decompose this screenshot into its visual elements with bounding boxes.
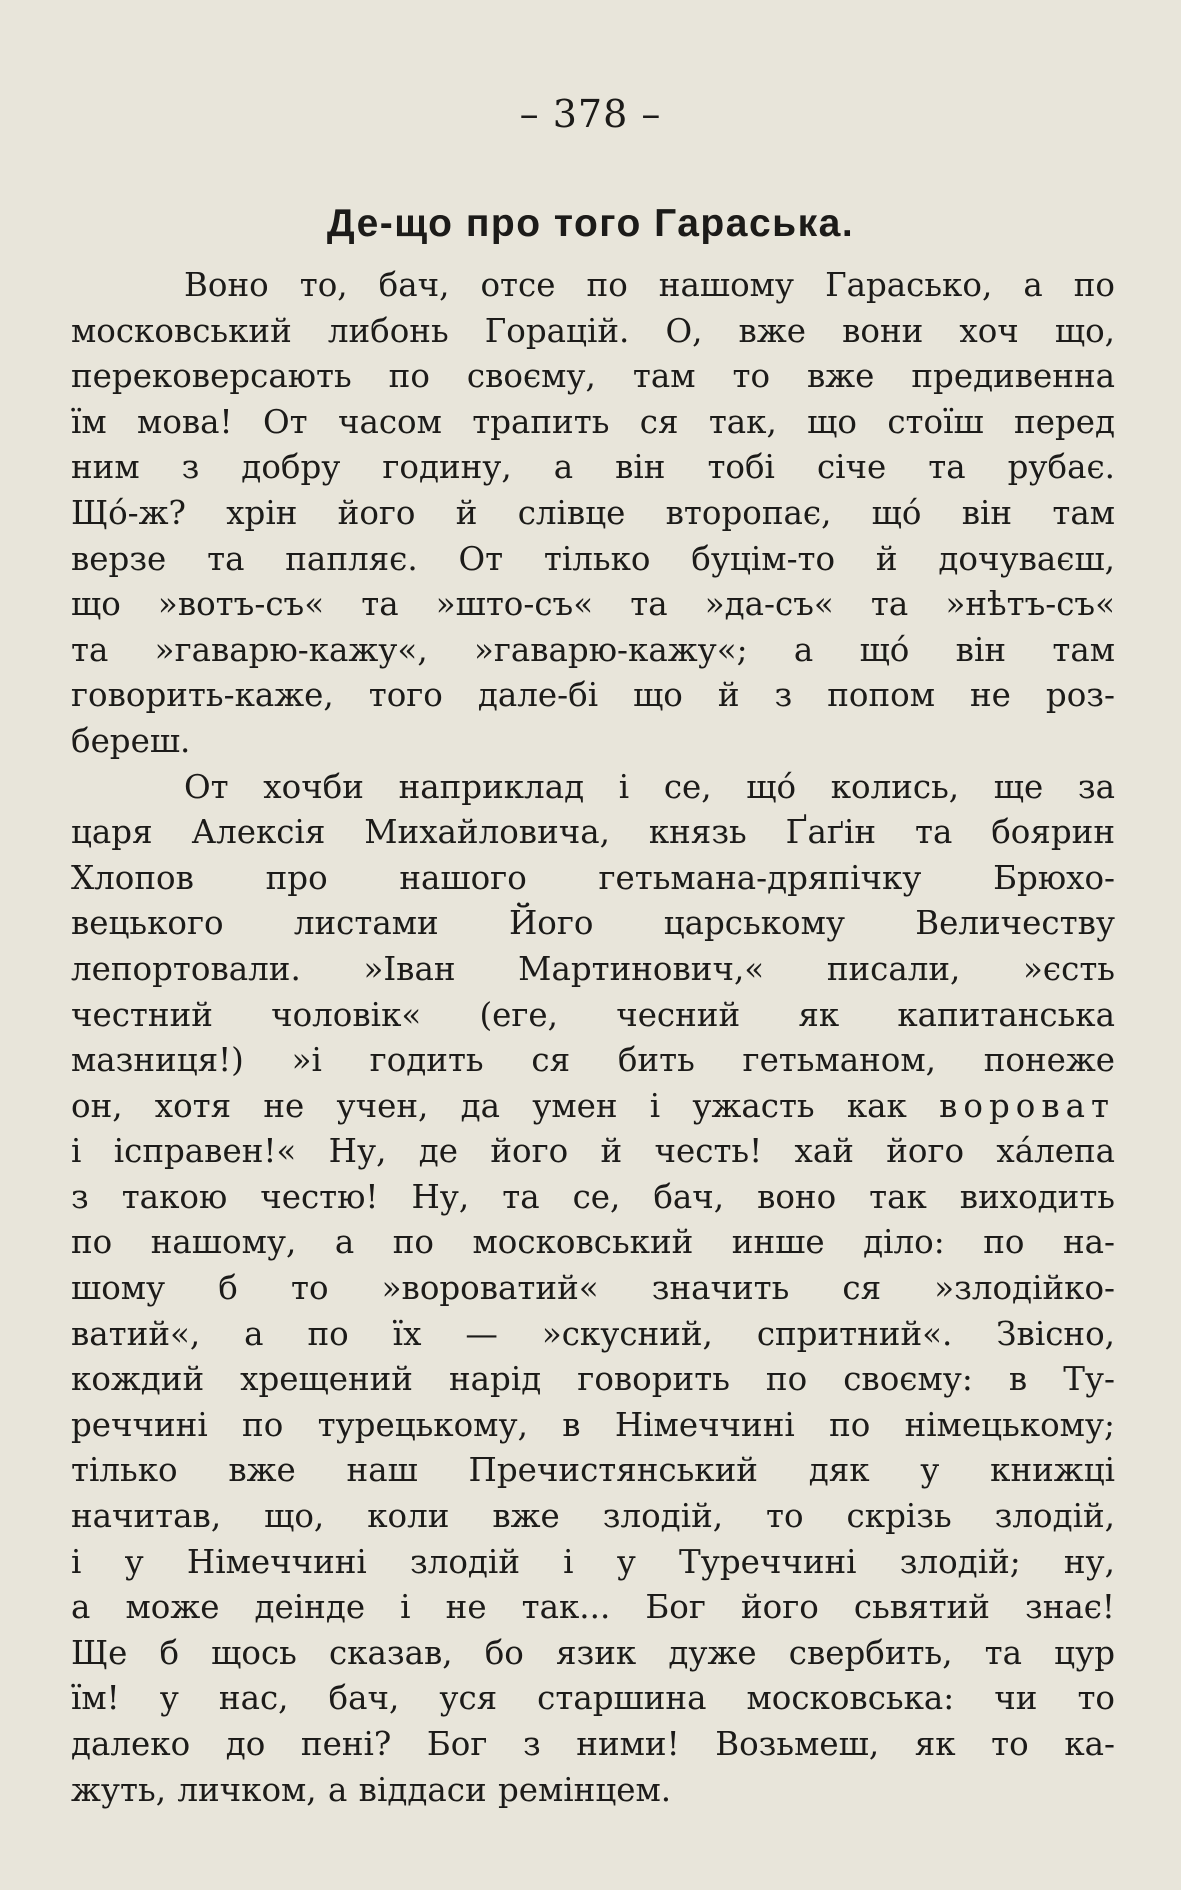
text-line: з такою честю! Ну, та се, бач, воно так виходить: [71, 1177, 1115, 1216]
text-line: шому б то »вороватий« значить ся »злодійко-: [71, 1269, 1115, 1308]
text-line: кождий хрещений нарід говорить по своєму: в Ту-: [71, 1360, 1115, 1399]
text-line: вецького листами Його царському Величеству: [71, 904, 1115, 943]
page-number: – 378 –: [519, 92, 662, 136]
text-line-with-spaced-word: [71, 1084, 1115, 1130]
chapter-heading: Де-що про того Гараська.: [326, 202, 855, 245]
text-line: лепортовали. »Іван Мартинович,« писали, »єсть: [71, 949, 1115, 988]
text-line: царя Алексія Михайловича, князь Ґаґін та боярин: [71, 813, 1115, 852]
text-line-part: он, хотя не учен, да умен і ужасть как: [71, 1086, 907, 1125]
text-line: їм мова! От часом трапить ся так, що стоїш перед: [71, 402, 1115, 441]
text-line: начитав, що, коли вже злодій, то скрізь злодій,: [71, 1497, 1115, 1536]
text-line: мазниця!) »і годить ся бить гетьманом, понеже: [71, 1041, 1115, 1080]
text-line: тілько вже наш Пречистянський дяк у книжці: [71, 1451, 1115, 1490]
text-line: Щó-ж? хрін його й слівце второпає, щó він там: [71, 493, 1115, 532]
text-line: реччині по турецькому, в Німеччині по німецькому;: [71, 1405, 1115, 1444]
text-line: Воно то, бач, отсе по нашому Гарасько, а по: [184, 266, 1115, 304]
text-line: ним з добру годину, а він тобі січе та рубає.: [71, 448, 1115, 487]
text-line: і ісправен!« Ну, де його й честь! хай його хáлепа: [71, 1132, 1115, 1171]
text-line: їм! у нас, бач, уся старшина московська: чи то: [71, 1679, 1115, 1718]
text-line: по нашому, а по московський инше діло: по на-: [71, 1223, 1115, 1262]
text-line: От хочби наприклад і се, щó колись, ще за: [184, 767, 1115, 806]
text-line: московський либонь Горацій. О, вже вони хоч що,: [71, 311, 1115, 350]
text-line: Хлопов про нашого гетьмана-дряпічку Брюхо-: [71, 858, 1115, 897]
text-line: ватий«, а по їх — »скусний, спритний«. Звісно,: [71, 1314, 1115, 1353]
text-line: жуть, личком, а віддаси ремінцем.: [71, 1770, 672, 1809]
text-line: Ще б щось сказав, бо язик дуже свербить, та цур: [71, 1633, 1115, 1672]
text-line: перековерсають по своєму, там то вже предивенна: [71, 357, 1115, 396]
body-text: [71, 263, 1115, 1813]
text-line: що »вотъ-съ« та »што-съ« та »да-съ« та »нѣтъ-съ«: [71, 585, 1115, 624]
text-line: говорить-каже, того дале-бі що й з попом не роз-: [71, 676, 1115, 715]
text-line: береш.: [71, 721, 191, 760]
text-line: далеко до пені? Бог з ними! Возьмеш, як то ка-: [71, 1725, 1115, 1763]
text-line: а може деінде і не так... Бог його сьвятий знає!: [71, 1588, 1115, 1627]
text-line: і у Німеччині злодій і у Туреччині злодій; ну,: [71, 1542, 1115, 1581]
text-line: та »гаварю-кажу«, »гаварю-кажу«; а щó він там: [71, 630, 1115, 669]
spaced-word: вороват: [939, 1086, 1115, 1125]
text-line: честний чоловік« (еге, чесний як капитанська: [71, 995, 1115, 1034]
text-line: верзе та папляє. От тілько буцім-то й дочуваєш,: [71, 539, 1115, 578]
